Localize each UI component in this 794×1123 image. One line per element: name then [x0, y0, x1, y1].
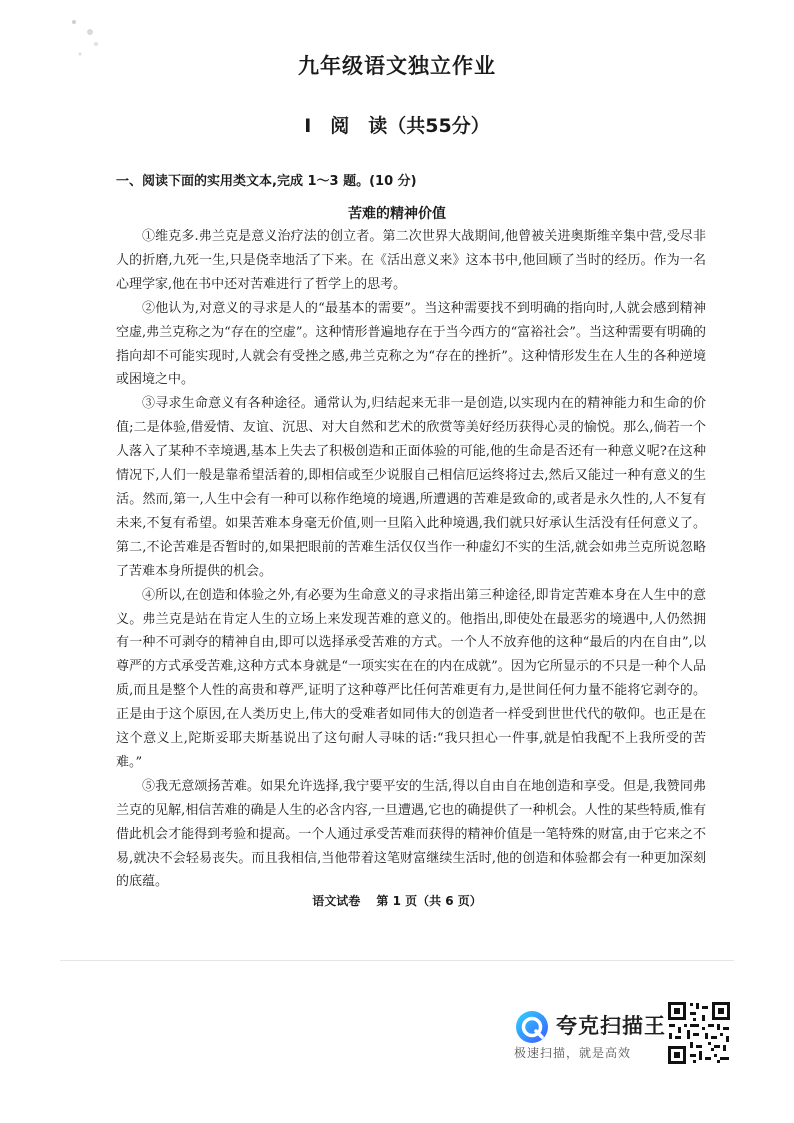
paragraph-4: ④所以,在创造和体验之外,有必要为生命意义的寻求指出第三种途径,即肯定苦难本身在人生中的意义。弗兰克是站在肯定人生的立场上来发现苦难的意义的。他指出,即使处在最恶劣的境遇中,人仍然拥有一种不可剥夺的精神自由,即可以选择承受苦难的方式。一个人不放弃他的这种“最后的内在自由”,以尊严的方式承受苦难,这种方式本身就是“一项实实在在的内在成就”。因为它所显示的不只是一种个人品质,而且是整个人性的高贵和尊严,证明了这种尊严比任何苦难更有力,是世间任何力量不能将它剥夺的。正是由于这个原因,在人类历史上,伟大的受难者如同伟大的创造者一样受到世世代代的敬仰。也正是在这个意义上,陀斯妥耶夫斯基说出了这句耐人寻味的话:“我只担心一件事,就是怕我配不上我所受的苦难。”	[116, 587, 706, 770]
scanner-watermark	[512, 1006, 682, 1066]
paragraph-3: ③寻求生命意义有各种途径。通常认为,归结起来无非一是创造,以实现内在的精神能力和生命的价值;二是体验,借爱情、友谊、沉思、对大自然和艺术的欣赏等美好经历获得心灵的愉悦。那么,倘若一个人落入了某种不幸境遇,基本上失去了积极创造和正面体验的可能,他的生命是否还有一种意义呢?在这种情况下,人们一般是靠希望活着的,即相信或至少说服自己相信厄运终将过去,然后又能过一种有意义的生活。然而,第一,人生中会有一种可以称作绝境的境遇,所遭遇的苦难是致命的,或者是永久性的,人不复有未来,不复有希望。如果苦难本身毫无价值,则一旦陷入此种境遇,我们就只好承认生活没有任何意义了。第二,不论苦难是否暂时的,如果把眼前的苦难生活仅仅当作一种虚幻不实的生活,就会如弗兰克所说忽略了苦难本身所提供的机会。	[116, 396, 706, 579]
essay-title: 苦难的精神价值	[348, 206, 446, 222]
question-instruction: 一、阅读下面的实用类文本,完成 1～3 题。(10 分)	[116, 174, 417, 189]
page-footer	[0, 892, 794, 909]
quark-logo-icon	[514, 1009, 550, 1045]
section-heading: I 阅 读（共55分）	[304, 115, 490, 137]
paragraph-2: ②他认为,对意义的寻求是人的“最基本的需要”。当这种需要找不到明确的指向时,人就会感到精神空虚,弗兰克称之为“存在的空虚”。这种情形普遍地存在于当今西方的“富裕社会”。当这种需要有明确的指向却不可能实现时,人就会有受挫之感,弗兰克称之为“存在的挫折”。这种情形发生在人生的各种逆境或困境之中。	[116, 300, 706, 388]
page-divider	[60, 960, 734, 961]
brand-slogan: 极速扫描，就是高效	[514, 1046, 632, 1060]
footer-page-number: 第 1 页（共 6 页）	[376, 894, 482, 908]
footer-subject: 语文试卷	[312, 894, 361, 908]
essay-body	[116, 225, 706, 894]
paragraph-1: ①维克多.弗兰克是意义治疗法的创立者。第二次世界大战期间,他曾被关进奥斯维辛集中营,受尽非人的折磨,九死一生,只是侥幸地活了下来。在《活出意义来》这本书中,他回顾了当时的经历。作为一名心理学家,他在书中还对苦难进行了哲学上的思考。	[116, 229, 706, 292]
brand-name: 夸克扫描王	[556, 1014, 666, 1038]
paragraph-5: ⑤我无意颂扬苦难。如果允许选择,我宁要平安的生活,得以自由自在地创造和享受。但是,我赞同弗兰克的见解,相信苦难的确是人生的必含内容,一旦遭遇,它也的确提供了一种机会。人性的某些特质,惟有借此机会才能得到考验和提高。一个人通过承受苦难而获得的精神价值是一笔特殊的财富,由于它来之不易,就决不会轻易丧失。而且我相信,当他带着这笔财富继续生活时,他的创造和体验都会有一种更加深刻的底蕴。	[116, 778, 706, 890]
qr-code-icon	[667, 1001, 731, 1065]
page-title: 九年级语文独立作业	[298, 54, 496, 78]
